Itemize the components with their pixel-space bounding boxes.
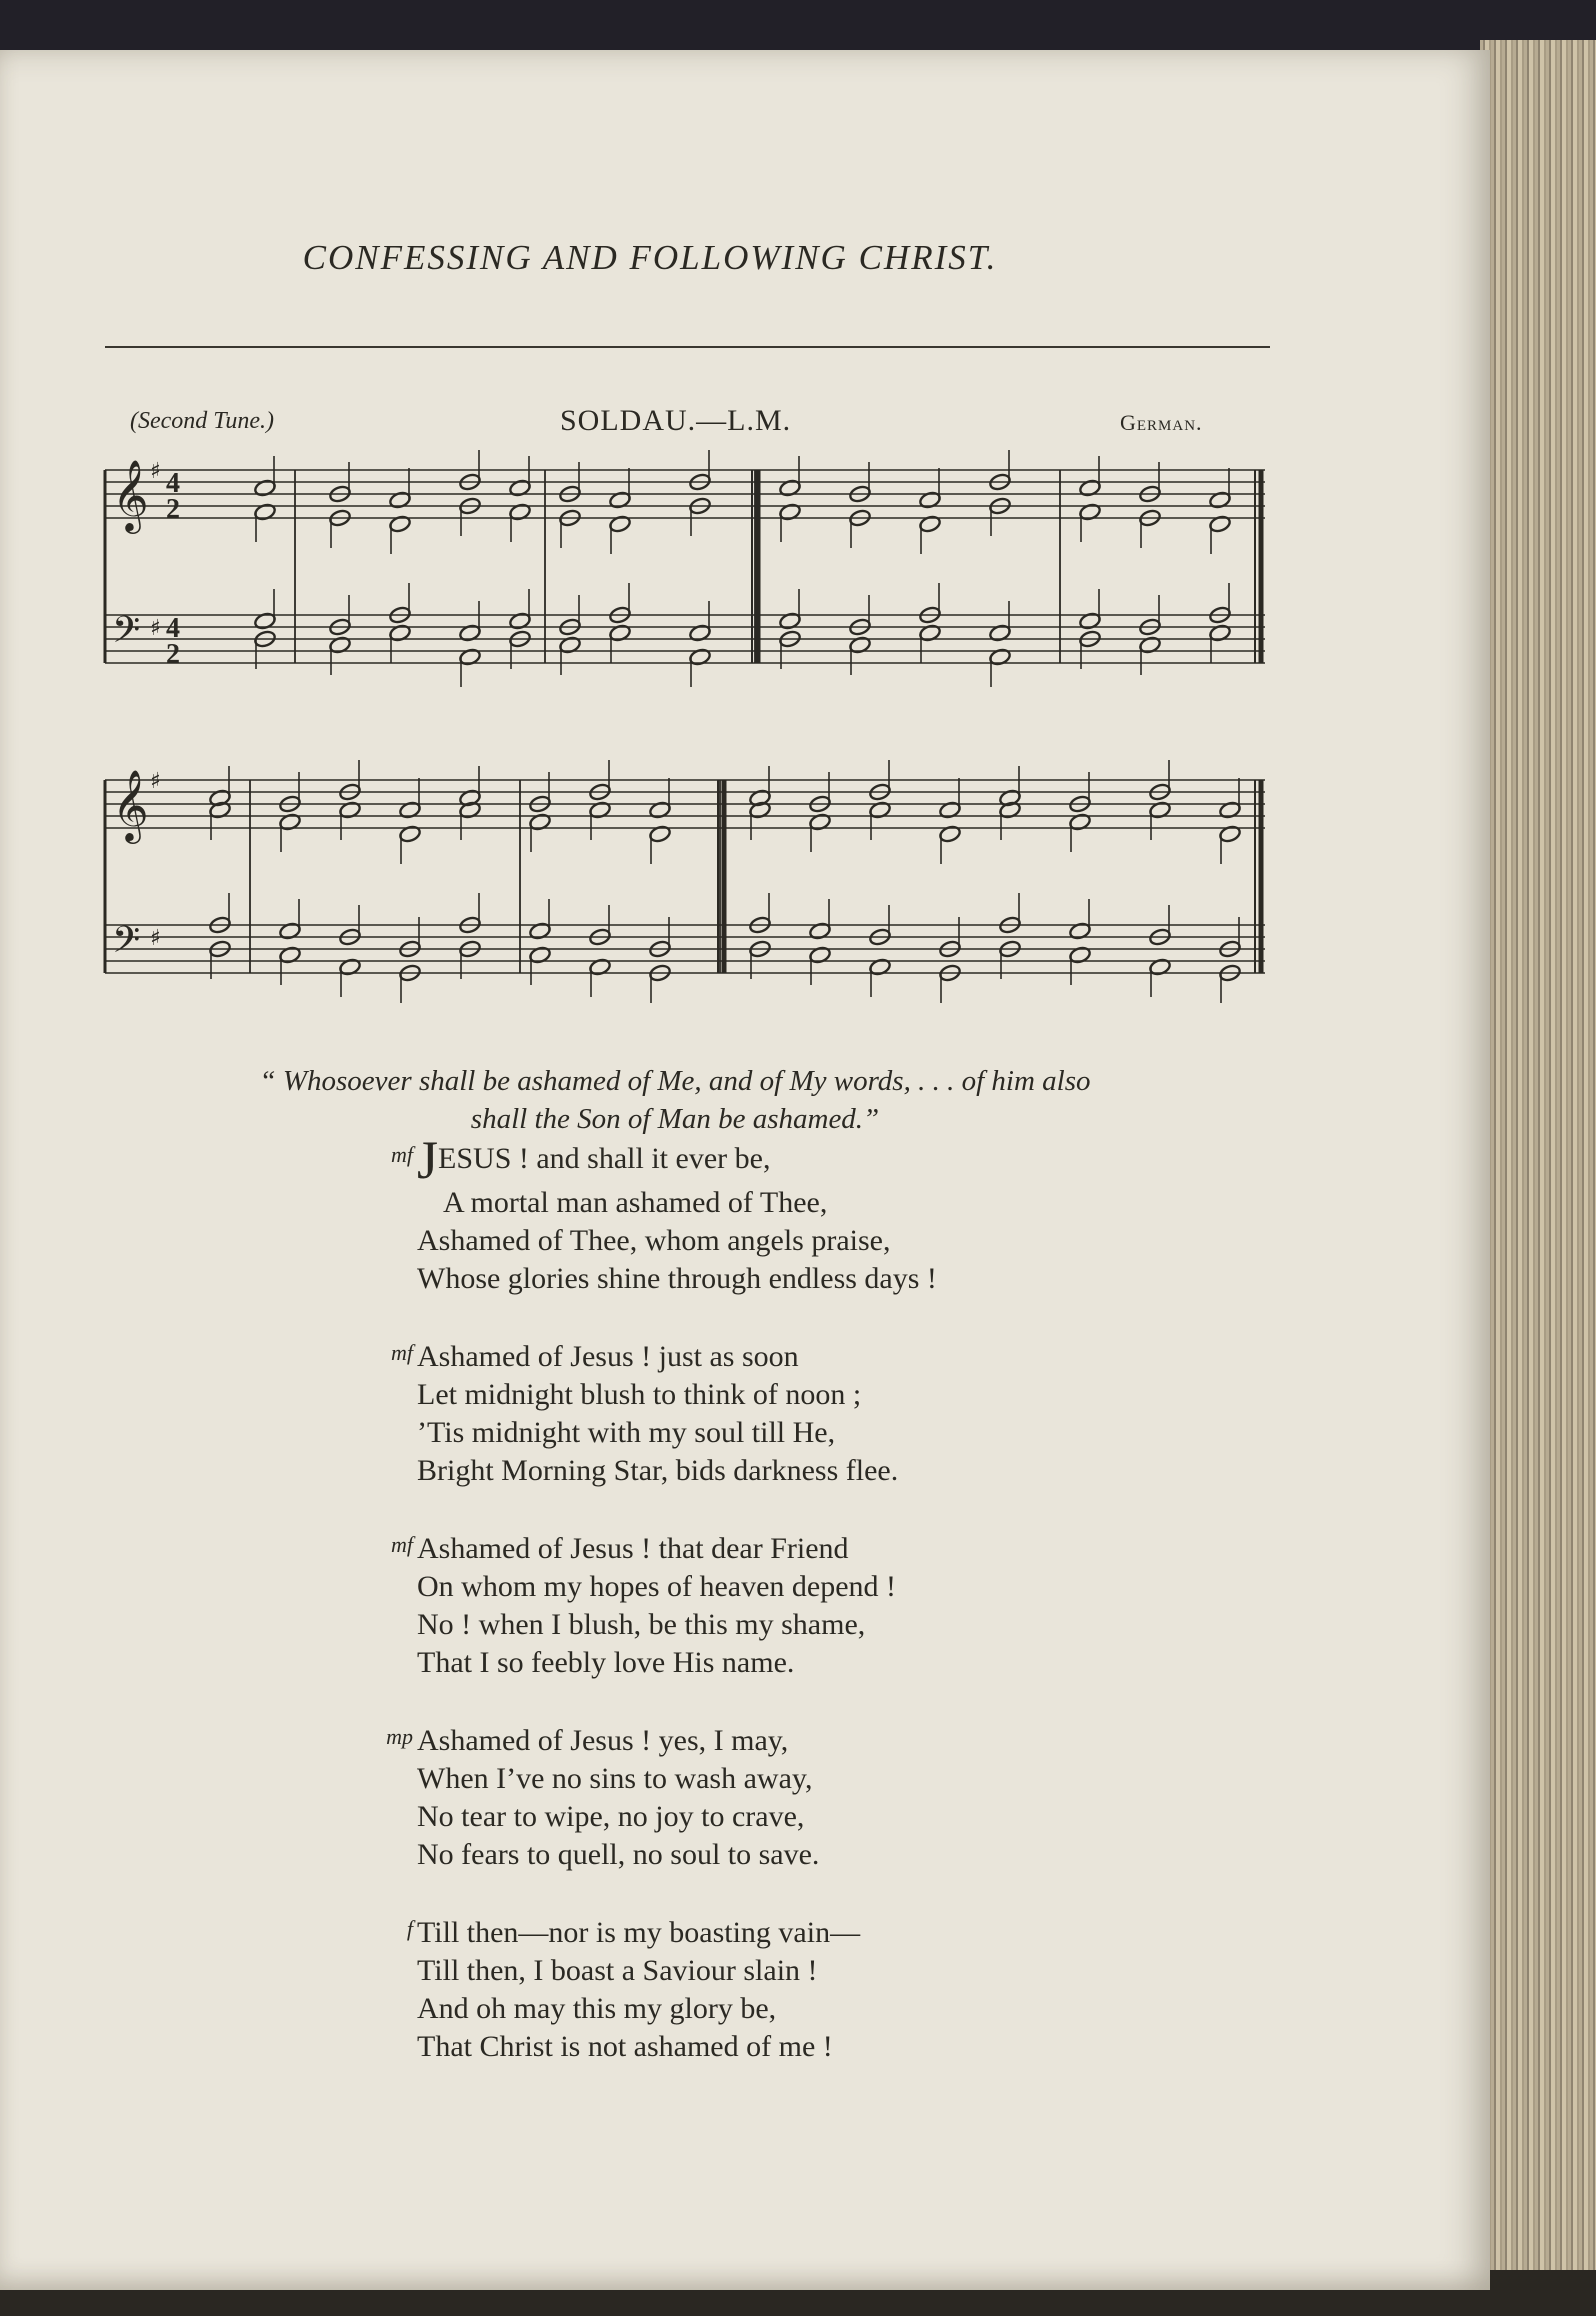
dynamic-marking: mf [391,1142,413,1167]
tune-title: SOLDAU.—L.M. [560,404,792,437]
clef-icon: 𝄞 [112,768,149,841]
verse-line: Let midnight blush to think of noon ; [417,1378,862,1411]
verse-line: On whom my hopes of heaven depend ! [417,1570,897,1603]
verse-line: Bright Morning Star, bids darkness flee. [417,1454,899,1487]
verse-line: mf Ashamed of Jesus ! that dear Friend [365,1530,1165,1568]
verse-line: A mortal man ashamed of Thee, [443,1186,828,1219]
verse [365,1130,1165,1298]
key-sharp: ♯ [150,769,161,794]
key-sharp: ♯ [150,926,161,951]
verse-line: No tear to wipe, no joy to crave, [417,1800,805,1833]
running-head: CONFESSING AND FOLLOWING CHRIST. [302,238,998,277]
dynamic-marking: f [406,1916,413,1941]
epigraph-line: “ Whosoever shall be ashamed of Me, and of My words, . . . of him also [259,1065,1091,1097]
drop-cap: J [417,1130,439,1190]
verse [365,1530,1165,1682]
verse-line: When I’ve no sins to wash away, [417,1762,813,1795]
hymn-text [365,1130,1165,2106]
verse-line: mp Ashamed of Jesus ! yes, I may, [365,1722,1165,1760]
verse-line: mf Ashamed of Jesus ! just as soon [365,1338,1165,1376]
page-edges [1480,40,1596,2270]
verse-line: Whose glories shine through endless days ! [417,1262,937,1295]
verse-line: No ! when I blush, be this my shame, [417,1608,866,1641]
time-signature: 4 [166,613,180,644]
verse [365,1722,1165,1874]
time-signature: 2 [166,639,180,670]
dynamic-marking: mf [391,1532,413,1557]
tune-origin: German. [1120,410,1203,435]
verse-line: That I so feebly love His name. [417,1646,795,1679]
book-page [0,50,1490,2290]
epigraph-line: shall the Son of Man be ashamed.” [470,1103,880,1135]
time-signature: 2 [166,494,180,525]
verse-line: ’Tis midnight with my soul till He, [417,1416,836,1449]
verse-line: Ashamed of Thee, whom angels praise, [417,1224,891,1257]
music-score [100,440,1280,1040]
clef-icon: 𝄢 [112,609,141,660]
verse-line: No fears to quell, no soul to save. [417,1838,820,1871]
dynamic-marking: mf [391,1340,413,1365]
tune-label: (Second Tune.) [130,408,274,434]
dynamic-marking: mp [386,1724,413,1749]
verse-line: That Christ is not ashamed of me ! [417,2030,833,2063]
key-sharp: ♯ [150,459,161,484]
epigraph [150,1062,1200,1138]
key-sharp: ♯ [150,616,161,641]
clef-icon: 𝄢 [112,919,141,970]
verse [365,1338,1165,1490]
verse-line: And oh may this my glory be, [417,1992,777,2025]
verse-line: mf JESUS ! and shall it ever be, [365,1140,1165,1184]
clef-icon: 𝄞 [112,458,149,531]
verse [365,1914,1165,2066]
verse-line: f Till then—nor is my boasting vain— [365,1914,1165,1952]
header-rule [105,346,1270,348]
verse-line: Till then, I boast a Saviour slain ! [417,1954,818,1987]
time-signature: 4 [166,468,180,499]
